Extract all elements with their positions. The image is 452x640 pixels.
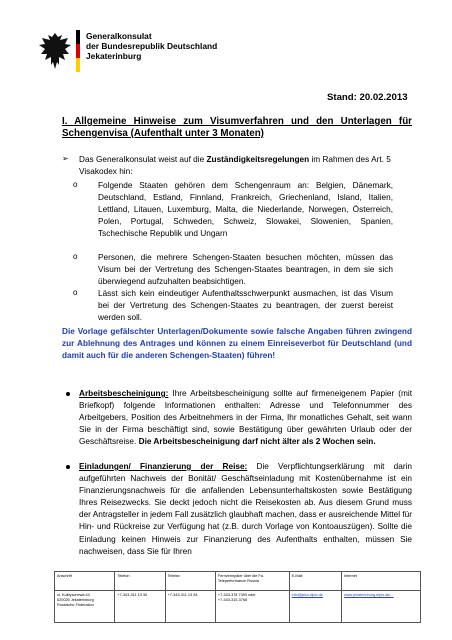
document-date: Stand: 20.02.2013 [327, 92, 408, 103]
footer-header: Telefon [115, 572, 165, 591]
circle-bullet-icon: o [73, 288, 78, 297]
footer-hotline [215, 591, 289, 623]
footer-email [289, 591, 341, 623]
issuing-authority [86, 31, 217, 61]
sub-item-text: Personen, die mehrere Schengen-Staaten besuchen möchten, müssen das Visum bei der Vertretung des Schengen-Staates beantragen, in dem sie sich überwiegend aufzuhalten beabsichtigen. [98, 253, 393, 287]
footer-header: Internet [342, 572, 421, 591]
letterhead [38, 30, 338, 90]
footer-header: E-Mail [289, 572, 341, 591]
arrow-bullet-icon: ➢ [62, 154, 69, 163]
intro-text [79, 154, 412, 178]
website-link[interactable]: www.jekaterinburg.diplo.de/... [344, 593, 394, 597]
bullet-heading: Einladungen/ Finanzierung der Reise: [79, 462, 248, 471]
authority-line: der Bundesrepublik Deutschland [86, 41, 218, 51]
federal-eagle-icon [38, 30, 72, 72]
footer-fax: +7-343-311 13 28 [165, 591, 215, 623]
footer-internet [342, 591, 421, 623]
footer-header: Telefax [165, 572, 215, 591]
authority-line: Generalkonsulat [86, 31, 152, 41]
address-line: ul. Kuibyschewa 44 [57, 593, 90, 597]
bullet-body: Ihre Arbeitsbescheinigung sollte auf firmeneigenem Papier (mit Briefkopf) folgende Informationen enthalten: Adresse und Telefonnummer des Arbeitgebers, Position des Arbeitnehmers in der Firma, Ihr monatliches Gehalt, seit wann Sie in der Firma beschäftigt sind, sowie Bestätigung über gewährten Urlaub oder der Geschäftsreise. [79, 389, 412, 447]
footer-contact-table [54, 571, 421, 623]
circle-bullet-icon: o [73, 180, 78, 189]
footer-header-line: Fernvermpäler über die Fa. [217, 574, 264, 578]
footer-address [55, 591, 115, 623]
bullet-body: Die Verpflichtungserklärung mit darin aufgeführten Nachweis der Bonität/ Geschäftseinladung mit Kostenübernahme ist ein Finanzierungsnachweis für die anfallenden Lebensunterhaltskosten sowie Bestätigung Ihres Reisezwecks. Sie deckt jedoch nicht die Reisekosten ab. Aus diesem Grund muss der Antragsteller in jedem Fall zusätzlich glaubhaft machen, dass er ausreichende Mittel für Hin- und Rückreise zur Verfügung hat (z.B. durch Vorlage von Kontoauszügen). Sollte die Einladung keinen Hinweis zur Finanzierung des Aufenthalts enthalten, müssen Sie nachweisen, dass Sie für Ihren [79, 462, 412, 556]
hotline-line: +7-343-378 7393 oder [217, 593, 256, 597]
circle-bullet-icon: o [73, 252, 78, 261]
bullet-heading: Arbeitsbescheinigung: [79, 389, 169, 398]
bullet-emphasis: Die Arbeitsbescheinigung darf nicht älter als 2 Wochen sein. [138, 437, 376, 447]
german-flag-bar [76, 30, 80, 72]
address-line: Russische Föderation [57, 603, 94, 607]
hotline-line: +7-343-310-3766 [217, 598, 248, 602]
intro-text-before: Das Generalkonsulat weist auf die [79, 155, 207, 164]
footer-header-line: Teleperformance Russia [217, 579, 259, 583]
bullet-dot-icon [66, 392, 70, 396]
footer-header: Anschrift [55, 572, 115, 591]
section-title: I. Allgemeine Hinweise zum Visumverfahren und den Unterlagen für Schengenvisa (Aufenthalt unter 3 Monaten) [62, 116, 412, 139]
footer-header [215, 572, 289, 591]
email-link[interactable]: info@jeka.diplo.de [291, 593, 323, 597]
bullet-text [79, 461, 412, 558]
bullet-text [79, 388, 412, 448]
bullet-dot-icon [66, 465, 70, 469]
intro-text-bold: Zuständigkeitsregelungen [206, 155, 310, 164]
authority-line: Jekaterinburg [86, 51, 142, 61]
sub-item-text: Lässt sich kein eindeutiger Aufenthaltsschwerpunkt ausmachen, ist das Visum bei der Vertretung des Schengen-Staates zu beantragen, der zuerst bereist werden soll. [98, 289, 393, 323]
address-line: 620026 Jekaterinburg [57, 598, 94, 602]
intro-text-after: im Rahmen des Art. 5 Visakodex hin: [79, 155, 391, 177]
sub-item-text: Folgende Staaten gehören dem Schengenraum an: Belgien, Dänemark, Deutschland, Estland, Finnland, Frankreich, Griechenland, Island, Italien, Lettland, Litauen, Luxemburg, Malta, die Niederlande, Norwegen, Österreich, Polen, Portugal, Schweden, Schweiz, Slowakei, Slowenien, Spanien, Tschechische Republik und Ungarn [98, 181, 393, 239]
footer-phone: +7-343-311 13 30 [115, 591, 165, 623]
warning-paragraph: Die Vorlage gefälschter Unterlagen/Dokumente sowie falsche Angaben führen zwingend zur Ablehnung des Antrages und können zu einem Einreiseverbot für Deutschland (und damit auch für die anderen Schengen-Staaten) führen! [62, 327, 412, 361]
